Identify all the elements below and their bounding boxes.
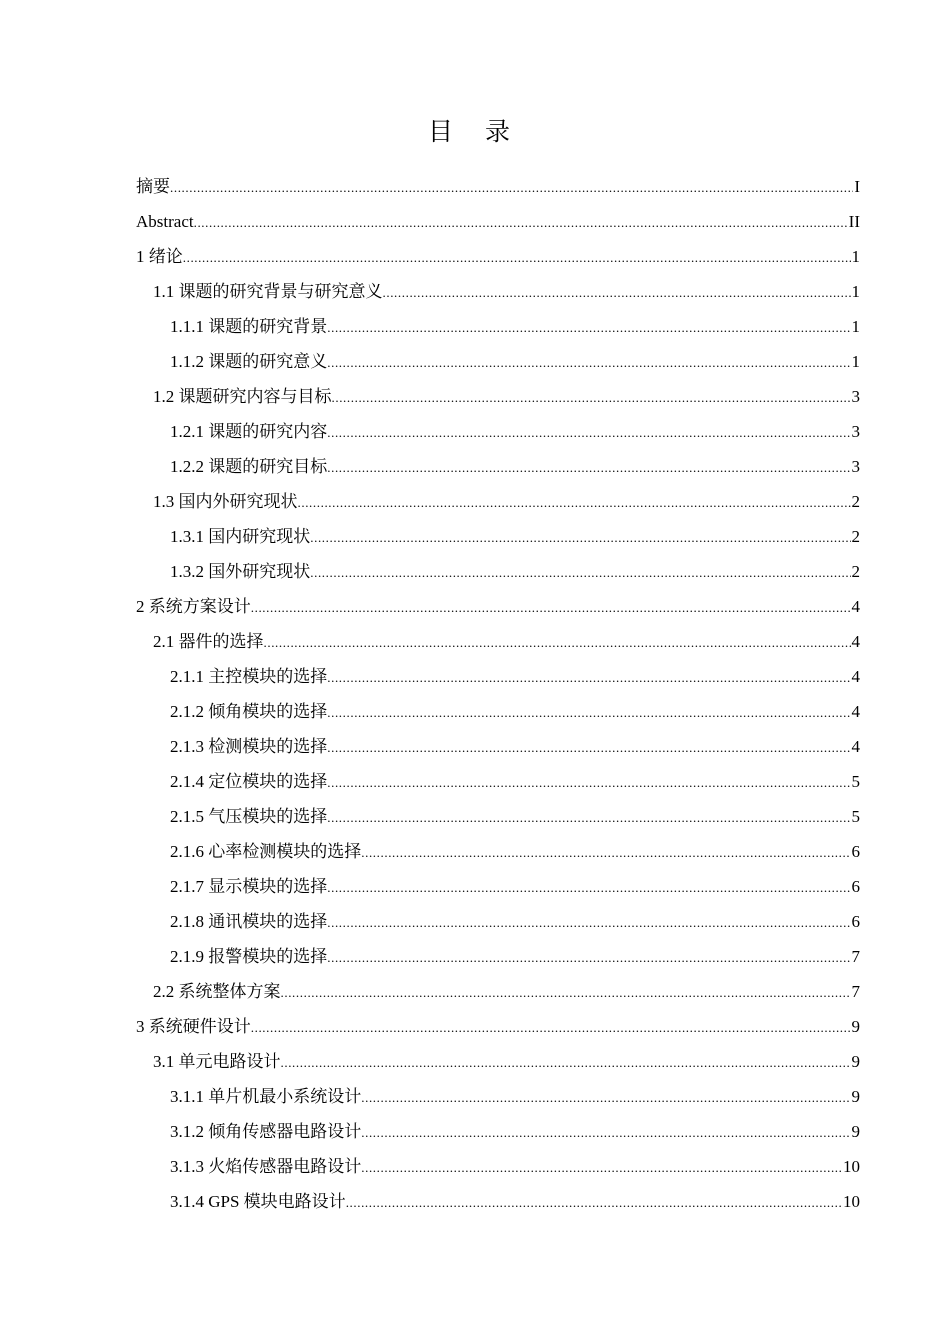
toc-entry-page-number: 3 xyxy=(851,422,860,441)
toc-dot-leader xyxy=(327,730,850,765)
toc-dot-leader xyxy=(327,870,850,905)
toc-entry[interactable] xyxy=(136,729,860,764)
toc-entry-page-number: 6 xyxy=(851,877,860,896)
toc-entry-page-number: 7 xyxy=(851,982,860,1001)
toc-entry-page-number: 2 xyxy=(851,562,860,581)
toc-entry-page-number: 10 xyxy=(843,1157,860,1176)
toc-entry-page-number: 1 xyxy=(851,317,860,336)
toc-entry-label: 2.1.6 心率检测模块的选择 xyxy=(170,842,362,861)
toc-entry-label: 1.1 课题的研究背景与研究意义 xyxy=(153,282,383,301)
toc-entry-page-number: 4 xyxy=(851,702,860,721)
toc-entry[interactable] xyxy=(136,1009,860,1044)
toc-entry-label: 2.1 器件的选择 xyxy=(153,632,264,651)
toc-entry-label: 1.3.2 国外研究现状 xyxy=(170,562,311,581)
toc-entry-page-number: 9 xyxy=(851,1122,860,1141)
toc-entry[interactable] xyxy=(136,1044,860,1079)
toc-entry-page-number: I xyxy=(854,177,860,196)
toc-entry-page-number: 2 xyxy=(851,527,860,546)
toc-entry-label: 1.3 国内外研究现状 xyxy=(153,492,298,511)
toc-entry[interactable] xyxy=(136,344,860,379)
toc-entry-page-number: II xyxy=(848,212,860,231)
toc-entry-label: 3.1 单元电路设计 xyxy=(153,1052,281,1071)
toc-entry-page-number: 9 xyxy=(851,1017,860,1036)
toc-entry-label: 1 绪论 xyxy=(136,247,183,266)
toc-entry-page-number: 4 xyxy=(851,667,860,686)
toc-entry-page-number: 7 xyxy=(851,947,860,966)
toc-entry-page-number: 10 xyxy=(843,1192,860,1211)
toc-dot-leader xyxy=(310,520,850,555)
toc-entry-page-number: 6 xyxy=(851,842,860,861)
toc-dot-leader xyxy=(170,170,853,205)
toc-entry[interactable] xyxy=(136,834,860,869)
toc-entry-label: 摘要 xyxy=(136,177,170,196)
toc-dot-leader xyxy=(327,905,850,940)
toc-entry-page-number: 3 xyxy=(851,457,860,476)
toc-entry[interactable] xyxy=(136,239,860,274)
toc-entry-label: 3 系统硬件设计 xyxy=(136,1017,251,1036)
toc-entry[interactable] xyxy=(136,309,860,344)
toc-entry[interactable] xyxy=(136,449,860,484)
toc-title: 目 录 xyxy=(428,117,522,146)
toc-entry-label: 2.2 系统整体方案 xyxy=(153,982,281,1001)
toc-dot-leader xyxy=(327,660,850,695)
toc-dot-leader xyxy=(327,765,850,800)
toc-dot-leader xyxy=(264,625,851,660)
toc-dot-leader xyxy=(361,835,850,870)
toc-entry[interactable] xyxy=(136,659,860,694)
toc-dot-leader xyxy=(183,240,851,275)
toc-entry-page-number: 5 xyxy=(851,772,860,791)
toc-entry[interactable] xyxy=(136,799,860,834)
toc-entry[interactable] xyxy=(136,869,860,904)
toc-entry[interactable] xyxy=(136,1184,860,1219)
toc-entry-page-number: 1 xyxy=(851,282,860,301)
toc-entry[interactable] xyxy=(136,974,860,1009)
toc-entry-page-number: 5 xyxy=(851,807,860,826)
toc-entry-label: 2.1.1 主控模块的选择 xyxy=(170,667,328,686)
toc-dot-leader xyxy=(327,310,850,345)
toc-entry-label: 2.1.3 检测模块的选择 xyxy=(170,737,328,756)
toc-entry[interactable] xyxy=(136,1149,860,1184)
toc-dot-leader xyxy=(346,1185,842,1220)
toc-entry-label: 3.1.1 单片机最小系统设计 xyxy=(170,1087,362,1106)
toc-dot-leader xyxy=(310,555,850,590)
toc-entry-label: 1.3.1 国内研究现状 xyxy=(170,527,311,546)
toc-entry-page-number: 2 xyxy=(851,492,860,511)
toc-dot-leader xyxy=(327,450,850,485)
toc-entry-label: 2.1.8 通讯模块的选择 xyxy=(170,912,328,931)
toc-dot-leader xyxy=(281,1045,851,1080)
toc-entry-page-number: 1 xyxy=(851,247,860,266)
toc-entry-label: 2.1.4 定位模块的选择 xyxy=(170,772,328,791)
toc-entry[interactable] xyxy=(136,519,860,554)
toc-entry-label: 1.1.1 课题的研究背景 xyxy=(170,317,328,336)
toc-entry-label: 1.2.2 课题的研究目标 xyxy=(170,457,328,476)
toc-dot-leader xyxy=(361,1115,850,1150)
toc-entry-page-number: 4 xyxy=(851,632,860,651)
toc-entry-label: 2.1.2 倾角模块的选择 xyxy=(170,702,328,721)
toc-entry-page-number: 9 xyxy=(851,1087,860,1106)
toc-entry-label: 1.1.2 课题的研究意义 xyxy=(170,352,328,371)
toc-entry-page-number: 4 xyxy=(851,737,860,756)
toc-entry-label: 2 系统方案设计 xyxy=(136,597,251,616)
toc-list xyxy=(136,169,860,1219)
toc-entry-page-number: 9 xyxy=(851,1052,860,1071)
toc-entry-label: Abstract xyxy=(136,212,194,231)
toc-entry[interactable] xyxy=(136,414,860,449)
toc-entry-label: 3.1.3 火焰传感器电路设计 xyxy=(170,1157,362,1176)
toc-entry[interactable] xyxy=(136,274,860,309)
toc-dot-leader xyxy=(327,695,850,730)
toc-entry-page-number: 4 xyxy=(851,597,860,616)
toc-dot-leader xyxy=(327,345,850,380)
toc-entry-label: 3.1.4 GPS 模块电路设计 xyxy=(170,1192,346,1211)
toc-dot-leader xyxy=(251,590,851,625)
toc-dot-leader xyxy=(298,485,851,520)
toc-entry-page-number: 1 xyxy=(851,352,860,371)
toc-entry[interactable] xyxy=(136,169,860,204)
toc-dot-leader xyxy=(194,205,848,240)
toc-dot-leader xyxy=(332,380,851,415)
toc-entry[interactable] xyxy=(136,904,860,939)
toc-entry-label: 2.1.5 气压模块的选择 xyxy=(170,807,328,826)
toc-entry[interactable] xyxy=(136,1079,860,1114)
toc-dot-leader xyxy=(251,1010,851,1045)
toc-entry-label: 2.1.9 报警模块的选择 xyxy=(170,947,328,966)
toc-entry[interactable] xyxy=(136,589,860,624)
toc-entry[interactable] xyxy=(136,624,860,659)
toc-dot-leader xyxy=(281,975,851,1010)
toc-entry[interactable] xyxy=(136,379,860,414)
toc-entry-page-number: 6 xyxy=(851,912,860,931)
toc-dot-leader xyxy=(327,415,850,450)
toc-entry-page-number: 3 xyxy=(851,387,860,406)
toc-entry[interactable] xyxy=(136,764,860,799)
toc-dot-leader xyxy=(383,275,851,310)
toc-dot-leader xyxy=(361,1150,842,1185)
toc-entry[interactable] xyxy=(136,1114,860,1149)
toc-entry-label: 3.1.2 倾角传感器电路设计 xyxy=(170,1122,362,1141)
toc-entry[interactable] xyxy=(136,484,860,519)
toc-dot-leader xyxy=(327,940,850,975)
toc-entry[interactable] xyxy=(136,554,860,589)
toc-entry[interactable] xyxy=(136,694,860,729)
toc-dot-leader xyxy=(327,800,850,835)
toc-dot-leader xyxy=(361,1080,850,1115)
toc-entry-label: 1.2.1 课题的研究内容 xyxy=(170,422,328,441)
toc-entry[interactable] xyxy=(136,204,860,239)
toc-entry-label: 2.1.7 显示模块的选择 xyxy=(170,877,328,896)
toc-entry-label: 1.2 课题研究内容与目标 xyxy=(153,387,332,406)
toc-entry[interactable] xyxy=(136,939,860,974)
